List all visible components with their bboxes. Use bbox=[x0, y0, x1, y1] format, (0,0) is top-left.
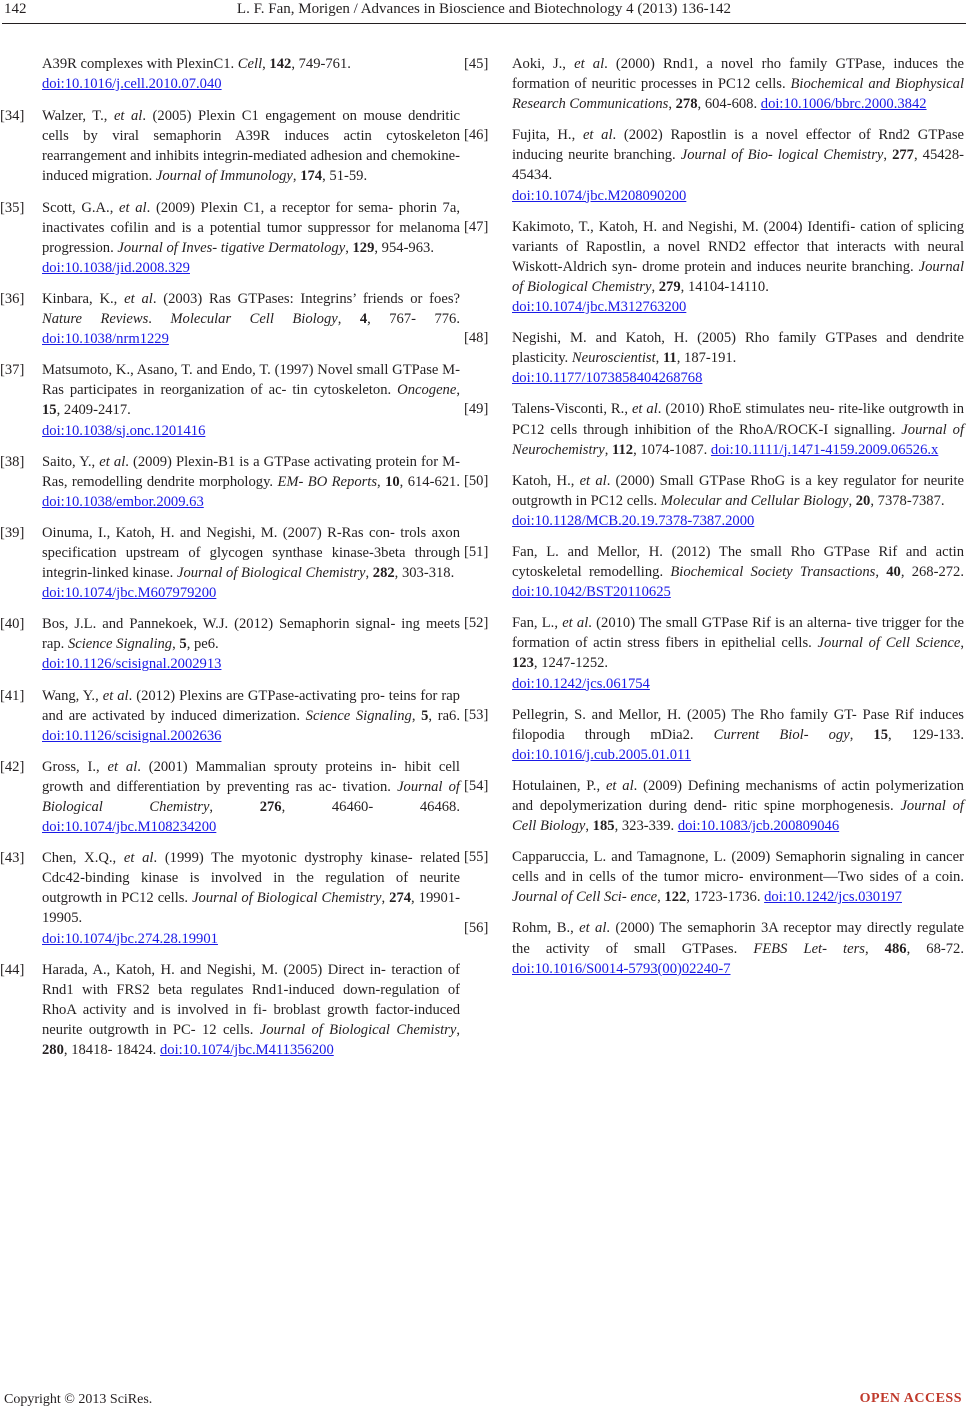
reference-entry bbox=[0, 289, 460, 349]
reference-text: , 954-963. bbox=[374, 239, 434, 256]
reference-volume-bold: 10 bbox=[385, 473, 400, 490]
doi-link[interactable]: doi:10.1038/embor.2009.63 bbox=[42, 493, 204, 510]
doi-link[interactable]: doi:10.1006/bbrc.2000.3842 bbox=[760, 96, 927, 113]
reference-text: , 303-318. bbox=[394, 565, 455, 582]
reference-text: Rohm, B., bbox=[512, 920, 580, 937]
reference-number: [35] bbox=[0, 199, 25, 216]
reference-text: . (2009) Defining mechanisms of actin polymerization and depolymerization during dend- ritic spine morphogenesis. bbox=[512, 777, 964, 814]
reference-text: . (2005) Plexin C1 engagement on mouse dendritic cells by viral semaphorin A39R induces actin cytoskeleton rearrangement and inhibits integrin-mediated adhesion and chemokine-induced migration. bbox=[42, 108, 460, 185]
reference-text: , 187-191. bbox=[676, 350, 737, 367]
reference-journal-italic: Journal of Biological Chemistry bbox=[512, 258, 964, 295]
reference-text: . (2001) Mammalian sprouty proteins in- hibit cell growth and differentiation by preventing ras ac- tivation. bbox=[42, 758, 460, 795]
reference-entry bbox=[464, 125, 964, 205]
reference-text: , bbox=[864, 940, 885, 957]
reference-entry bbox=[0, 757, 460, 837]
reference-number: [41] bbox=[0, 687, 25, 704]
reference-number: [44] bbox=[0, 961, 25, 978]
doi-link[interactable]: doi:10.1177/1073858404268768 bbox=[512, 370, 703, 387]
reference-text: Negishi, M. and Katoh, H. (2005) Rho family GTPases and dendrite plasticity. bbox=[512, 330, 964, 367]
doi-link[interactable]: doi:10.1111/j.1471-4159.2009.06526.x bbox=[710, 441, 939, 458]
reference-number: [53] bbox=[464, 706, 489, 723]
reference-text: , bbox=[960, 635, 964, 652]
reference-text: , 68-72. bbox=[906, 940, 964, 957]
reference-text: , bbox=[172, 636, 180, 653]
reference-number: [49] bbox=[464, 401, 489, 418]
reference-journal-italic: et al bbox=[102, 687, 129, 704]
reference-text: , bbox=[262, 56, 270, 72]
reference-number: [42] bbox=[0, 758, 25, 775]
doi-link[interactable]: doi:10.1126/scisignal.2002636 bbox=[42, 727, 222, 744]
reference-text: , 7378-7387. bbox=[870, 492, 945, 509]
references-right-column bbox=[464, 54, 964, 990]
reference-volume-bold: 174 bbox=[300, 168, 323, 185]
reference-number: [37] bbox=[0, 362, 25, 379]
reference-text: Matsumoto, K., Asano, T. and Endo, T. (1997) Novel small GTPase M-Ras participates in reorganization of ac- tin cytoskeleton. bbox=[42, 362, 460, 399]
reference-entry bbox=[464, 776, 964, 836]
reference-text: , 604-608. bbox=[697, 96, 761, 113]
doi-link[interactable]: doi:10.1083/jcb.200809046 bbox=[677, 818, 840, 835]
reference-entry bbox=[464, 918, 964, 978]
reference-text: Gross, I., bbox=[42, 758, 108, 775]
doi-link[interactable]: doi:10.1016/j.cub.2005.01.011 bbox=[512, 746, 692, 763]
copyright-notice: Copyright © 2013 SciRes. bbox=[4, 1392, 153, 1407]
doi-link[interactable]: doi:10.1038/jid.2008.329 bbox=[42, 259, 190, 276]
reference-number: [38] bbox=[0, 453, 25, 470]
reference-entry bbox=[0, 198, 460, 278]
reference-journal-italic: Journal of Biological Chemistry bbox=[42, 778, 460, 815]
doi-link[interactable]: doi:10.1016/j.cell.2010.07.040 bbox=[42, 76, 222, 93]
reference-text: , bbox=[456, 1021, 460, 1038]
reference-text: Katoh, H., bbox=[512, 472, 580, 489]
reference-journal-italic: Neuroscientist bbox=[571, 350, 656, 367]
reference-text: Saito, Y., bbox=[42, 453, 100, 470]
reference-entry bbox=[0, 452, 460, 512]
reference-journal-italic: Journal of Bio- logical Chemistry bbox=[680, 147, 884, 164]
reference-volume-bold: 123 bbox=[512, 655, 534, 672]
reference-text: , 18418- 18424. bbox=[63, 1042, 160, 1059]
reference-text: , 614-621. bbox=[399, 473, 460, 490]
doi-link[interactable]: doi:10.1038/nrm1229 bbox=[42, 331, 169, 348]
reference-number: [54] bbox=[464, 777, 489, 794]
reference-journal-italic: Molecular Cell Biology bbox=[170, 311, 338, 328]
reference-number: [51] bbox=[464, 543, 489, 560]
reference-number: [39] bbox=[0, 524, 25, 541]
reference-text: , 1074-1087. bbox=[633, 441, 711, 458]
reference-entry bbox=[0, 686, 461, 746]
reference-number: [45] bbox=[464, 56, 489, 72]
reference-text: , bbox=[655, 350, 663, 367]
reference-journal-italic: et al bbox=[124, 290, 153, 307]
reference-journal-italic: et al bbox=[579, 920, 607, 937]
reference-volume-bold: 4 bbox=[359, 311, 368, 328]
doi-link[interactable]: doi:10.1074/jbc.274.28.19901 bbox=[42, 930, 218, 947]
open-access-label: OPEN ACCESS bbox=[859, 1391, 962, 1406]
reference-text: , bbox=[337, 311, 360, 328]
reference-journal-italic: Molecular and Cellular Biology bbox=[660, 492, 849, 509]
reference-number: [50] bbox=[464, 472, 489, 489]
reference-volume-bold: 122 bbox=[664, 889, 687, 906]
reference-volume-bold: 15 bbox=[873, 726, 888, 743]
reference-journal-italic: et al bbox=[562, 615, 589, 632]
doi-link[interactable]: doi:10.1016/S0014-5793(00)02240-7 bbox=[512, 960, 731, 977]
reference-volume-bold: 142 bbox=[269, 56, 292, 72]
reference-journal-italic: et al bbox=[605, 777, 634, 794]
reference-text: . (2009) Plexin C1, a receptor for sema- phorin 7a, inactivates cofilin and is a potential tumor suppressor for melanoma progression. bbox=[42, 199, 460, 256]
reference-text: , 2409-2417. bbox=[56, 402, 131, 419]
reference-text: , 1723-1736. bbox=[686, 889, 765, 906]
reference-text: , 51-59. bbox=[322, 168, 368, 185]
reference-journal-italic: EM- BO Reports bbox=[277, 473, 378, 490]
doi-link[interactable]: doi:10.1074/jbc.M411356200 bbox=[159, 1042, 334, 1059]
reference-text: , bbox=[848, 492, 856, 509]
page-header bbox=[0, 0, 968, 24]
reference-text: . (2010) RhoE stimulates neu- rite-like outgrowth in PC12 cells through inhibition of the RhoA/ROCK-I signalling. bbox=[512, 401, 964, 438]
reference-text: , 268-272. bbox=[900, 564, 964, 581]
reference-journal-italic: et al bbox=[631, 401, 658, 418]
reference-text: , bbox=[883, 147, 893, 164]
reference-volume-bold: 486 bbox=[884, 940, 907, 957]
reference-journal-italic: et al bbox=[582, 127, 613, 144]
reference-entry bbox=[464, 217, 964, 317]
reference-journal-italic: Journal of Inves- tigative Dermatology bbox=[117, 239, 346, 256]
reference-text: Aoki, J., bbox=[512, 56, 575, 72]
reference-text: Kinbara, K., bbox=[42, 290, 125, 307]
reference-volume-bold: 20 bbox=[855, 492, 871, 509]
doi-link[interactable]: doi:10.1074/jbc.M607979200 bbox=[42, 585, 217, 602]
reference-entry bbox=[464, 328, 964, 388]
reference-text: Chen, X.Q., bbox=[42, 850, 124, 867]
reference-text: Walzer, T., bbox=[42, 108, 114, 125]
reference-number: [52] bbox=[464, 615, 489, 632]
reference-entry bbox=[0, 960, 460, 1060]
reference-text: , 323-339. bbox=[614, 818, 678, 835]
reference-journal-italic: Nature Reviews bbox=[42, 311, 149, 328]
reference-number: [43] bbox=[0, 850, 25, 867]
reference-text: , bbox=[651, 278, 659, 295]
reference-volume-bold: 185 bbox=[592, 818, 615, 835]
reference-number: [46] bbox=[464, 127, 489, 144]
reference-entry bbox=[464, 613, 964, 693]
reference-volume-bold: 112 bbox=[611, 441, 634, 458]
reference-volume-bold: 5 bbox=[179, 636, 187, 653]
reference-journal-italic: Journal of Biological Chemistry bbox=[192, 890, 382, 907]
reference-journal-italic: Journal of Neurochemistry bbox=[512, 421, 964, 458]
reference-text: . (2000) Rnd1, a novel rho family GTPase, induces the formation of neuritic processes in PC12 cells. bbox=[512, 56, 964, 93]
reference-volume-bold: 278 bbox=[675, 96, 698, 113]
running-title: L. F. Fan, Morigen / Advances in Bioscience and Biotechnology 4 (2013) 136-142 bbox=[236, 1, 732, 17]
reference-text: , pe6. bbox=[186, 636, 219, 653]
reference-journal-italic: Oncogene bbox=[397, 382, 457, 399]
reference-text: Fujita, H., bbox=[512, 127, 583, 144]
reference-journal-italic: FEBS Let- ters bbox=[753, 940, 865, 957]
reference-text: Talens-Visconti, R., bbox=[512, 401, 632, 418]
reference-volume-bold: 40 bbox=[886, 564, 901, 581]
reference-text: , 19901-19905. bbox=[42, 890, 460, 927]
reference-entry bbox=[0, 106, 460, 186]
reference-journal-italic: et al bbox=[574, 56, 605, 72]
reference-text: , bbox=[377, 473, 386, 490]
doi-link[interactable]: doi:10.1242/jcs.030197 bbox=[764, 889, 902, 906]
reference-number: [55] bbox=[464, 849, 489, 866]
reference-volume-bold: 15 bbox=[42, 402, 57, 419]
reference-entry bbox=[0, 614, 460, 674]
reference-journal-italic: Cell bbox=[237, 56, 263, 72]
reference-text: , 14104-14110. bbox=[680, 278, 769, 295]
reference-number: [40] bbox=[0, 616, 25, 633]
reference-entry bbox=[464, 542, 964, 602]
reference-volume-bold: 276 bbox=[259, 799, 282, 815]
reference-text: . (2003) Ras GTPases: Integrins’ friends or foes? bbox=[152, 290, 460, 307]
reference-text: , ra6. bbox=[428, 707, 461, 724]
reference-text: Hotulainen, P., bbox=[512, 777, 606, 794]
reference-text: , bbox=[657, 889, 665, 906]
reference-text: Capparuccia, L. and Tamagnone, L. (2009) Semaphorin signaling in cancer cells and in cells of the tumor micro- environment—Two sides of a coin. bbox=[512, 849, 964, 886]
reference-text: Wang, Y., bbox=[42, 687, 103, 704]
reference-number: [56] bbox=[464, 920, 489, 937]
header-rule bbox=[2, 23, 966, 24]
reference-journal-italic: Journal of Biological Chemistry bbox=[259, 1021, 457, 1038]
reference-text: , 749-761. bbox=[291, 56, 351, 72]
reference-text: , 1247-1252. bbox=[533, 655, 609, 672]
reference-text: , 129-133. bbox=[888, 726, 964, 743]
reference-text: . (2009) Plexin-B1 is a GTPase activating protein for M-Ras, remodelling dendrite morphology. bbox=[42, 453, 460, 490]
reference-text: , bbox=[604, 441, 612, 458]
doi-link[interactable]: doi:10.1074/jbc.M312763200 bbox=[512, 299, 687, 316]
reference-entry bbox=[0, 523, 460, 603]
doi-link[interactable]: doi:10.1042/BST20110625 bbox=[512, 584, 671, 601]
reference-volume-bold: 5 bbox=[421, 707, 429, 724]
doi-link[interactable]: doi:10.1126/scisignal.2002913 bbox=[42, 656, 222, 673]
reference-volume-bold: 274 bbox=[389, 890, 412, 907]
doi-link[interactable]: doi:10.1242/jcs.061754 bbox=[512, 675, 650, 692]
reference-journal-italic: et al bbox=[119, 199, 147, 216]
reference-text: Fan, L., bbox=[512, 615, 563, 632]
reference-text: , bbox=[292, 168, 301, 185]
reference-text: . (2002) Rapostlin is a novel effector of Rnd2 GTPase inducing neurite branching. bbox=[512, 127, 964, 164]
reference-text: , 45428-45434. bbox=[512, 147, 964, 184]
reference-text: , 46460- 46468. bbox=[281, 799, 460, 815]
reference-text: . (2010) The small GTPase Rif is an alterna- tive trigger for the formation of actin stress fibers in epithelial cells. bbox=[512, 615, 964, 652]
doi-link[interactable]: doi:10.1128/MCB.20.19.7378-7387.2000 bbox=[512, 512, 755, 529]
reference-text: . bbox=[148, 311, 171, 328]
reference-journal-italic: et al bbox=[107, 758, 138, 775]
reference-text: , bbox=[849, 726, 874, 743]
reference-journal-italic: Journal of Cell Biology bbox=[512, 798, 964, 835]
reference-text: . (2000) The semaphorin 3A receptor may directly regulate the activity of small GTPases. bbox=[512, 920, 964, 957]
reference-text: , bbox=[345, 239, 353, 256]
doi-link[interactable]: doi:10.1074/jbc.M108234200 bbox=[42, 819, 217, 836]
reference-text: , bbox=[411, 707, 422, 724]
references-left-column bbox=[0, 54, 461, 1071]
reference-text: . (1999) The myotonic dystrophy kinase- related Cdc42-binding kinase is involved in the regulation of neurite outgrowth in PC12 cells. bbox=[42, 850, 460, 907]
reference-entry bbox=[0, 360, 460, 440]
reference-text: , bbox=[668, 96, 676, 113]
reference-entry bbox=[36, 54, 460, 94]
doi-link[interactable]: doi:10.1038/sj.onc.1201416 bbox=[42, 422, 206, 439]
reference-journal-italic: Journal of Cell Sci- ence bbox=[512, 889, 658, 906]
page-number: 142 bbox=[4, 1, 27, 17]
reference-volume-bold: 279 bbox=[658, 278, 681, 295]
reference-journal-italic: Journal of Immunology bbox=[155, 168, 293, 185]
reference-text: Kakimoto, T., Katoh, H. and Negishi, M. (2004) Identifi- cation of splicing variants of Rapostlin, a novel RND2 effector that interacts with neural Wiskott-Aldrich syn- drome protein and induces neurite branching. bbox=[512, 218, 964, 275]
reference-text: Oinuma, I., Katoh, H. and Negishi, M. (2007) R-Ras con- trols axon specification upstream of glycogen synthase kinase-3beta through integrin-linked kinase. bbox=[42, 524, 460, 582]
reference-text: , 767- 776. bbox=[367, 311, 460, 328]
reference-volume-bold: 282 bbox=[372, 565, 395, 582]
reference-text: . (2012) Plexins are GTPase-activating pro- teins for rap and are activated by induced dimerization. bbox=[42, 687, 460, 724]
reference-text: A39R complexes with PlexinC1. bbox=[42, 56, 238, 72]
reference-entry bbox=[464, 705, 964, 765]
reference-journal-italic: et al bbox=[99, 453, 126, 470]
reference-journal-italic: et al bbox=[123, 850, 154, 867]
reference-journal-italic: et al bbox=[113, 108, 143, 125]
reference-text: . (2000) Small GTPase RhoG is a key regulator for neurite outgrowth in PC12 cells. bbox=[512, 472, 964, 509]
reference-entry bbox=[464, 54, 964, 114]
doi-link[interactable]: doi:10.1074/jbc.M208090200 bbox=[512, 187, 687, 204]
reference-entry bbox=[464, 847, 964, 907]
reference-entry bbox=[464, 399, 964, 459]
reference-journal-italic: et al bbox=[579, 472, 607, 489]
reference-journal-italic: Biochemical and Biophysical Research Communications bbox=[512, 76, 964, 113]
reference-entry bbox=[0, 848, 460, 948]
reference-volume-bold: 280 bbox=[42, 1042, 64, 1059]
reference-journal-italic: Journal of Cell Science bbox=[817, 635, 961, 652]
reference-text: Fan, L. and Mellor, H. (2012) The small Rho GTPase Rif and actin cytoskeletal remodelling. bbox=[512, 543, 964, 581]
reference-number: [34] bbox=[0, 108, 25, 125]
reference-journal-italic: Biochemical Society Transactions bbox=[670, 564, 876, 581]
reference-number: [36] bbox=[0, 290, 25, 307]
reference-text: , bbox=[875, 564, 887, 581]
reference-text: , bbox=[365, 565, 373, 582]
reference-text: Pellegrin, S. and Mellor, H. (2005) The Rho family GT- Pase Rif induces filopodia through mDia2. bbox=[512, 706, 964, 743]
reference-text: , bbox=[381, 890, 390, 907]
reference-volume-bold: 277 bbox=[892, 147, 914, 164]
reference-volume-bold: 129 bbox=[352, 239, 375, 256]
reference-number: [48] bbox=[464, 330, 489, 347]
reference-number: [47] bbox=[464, 218, 489, 235]
reference-journal-italic: Current Biol- ogy bbox=[713, 726, 850, 743]
reference-journal-italic: Science Signaling bbox=[67, 636, 173, 653]
reference-entry bbox=[464, 471, 964, 531]
reference-text: , bbox=[456, 382, 460, 399]
reference-journal-italic: Journal of Biological Chemistry bbox=[176, 565, 366, 582]
reference-journal-italic: Science Signaling bbox=[305, 707, 412, 724]
reference-text: Bos, J.L. and Pannekoek, W.J. (2012) Semaphorin signal- ing meets rap. bbox=[42, 616, 460, 653]
reference-text: Harada, A., Katoh, H. and Negishi, M. (2005) Direct in- teraction of Rnd1 with FRS2 beta regulates Rnd1-induced down-regulation of RhoA activity and is involved in fi- broblast growth factor-induced neurite outgrowth in PC- 12 cells. bbox=[42, 961, 460, 1038]
reference-text: , bbox=[209, 799, 260, 815]
reference-text: , bbox=[585, 818, 593, 835]
reference-volume-bold: 11 bbox=[662, 350, 677, 367]
reference-text: Scott, G.A., bbox=[42, 199, 120, 216]
